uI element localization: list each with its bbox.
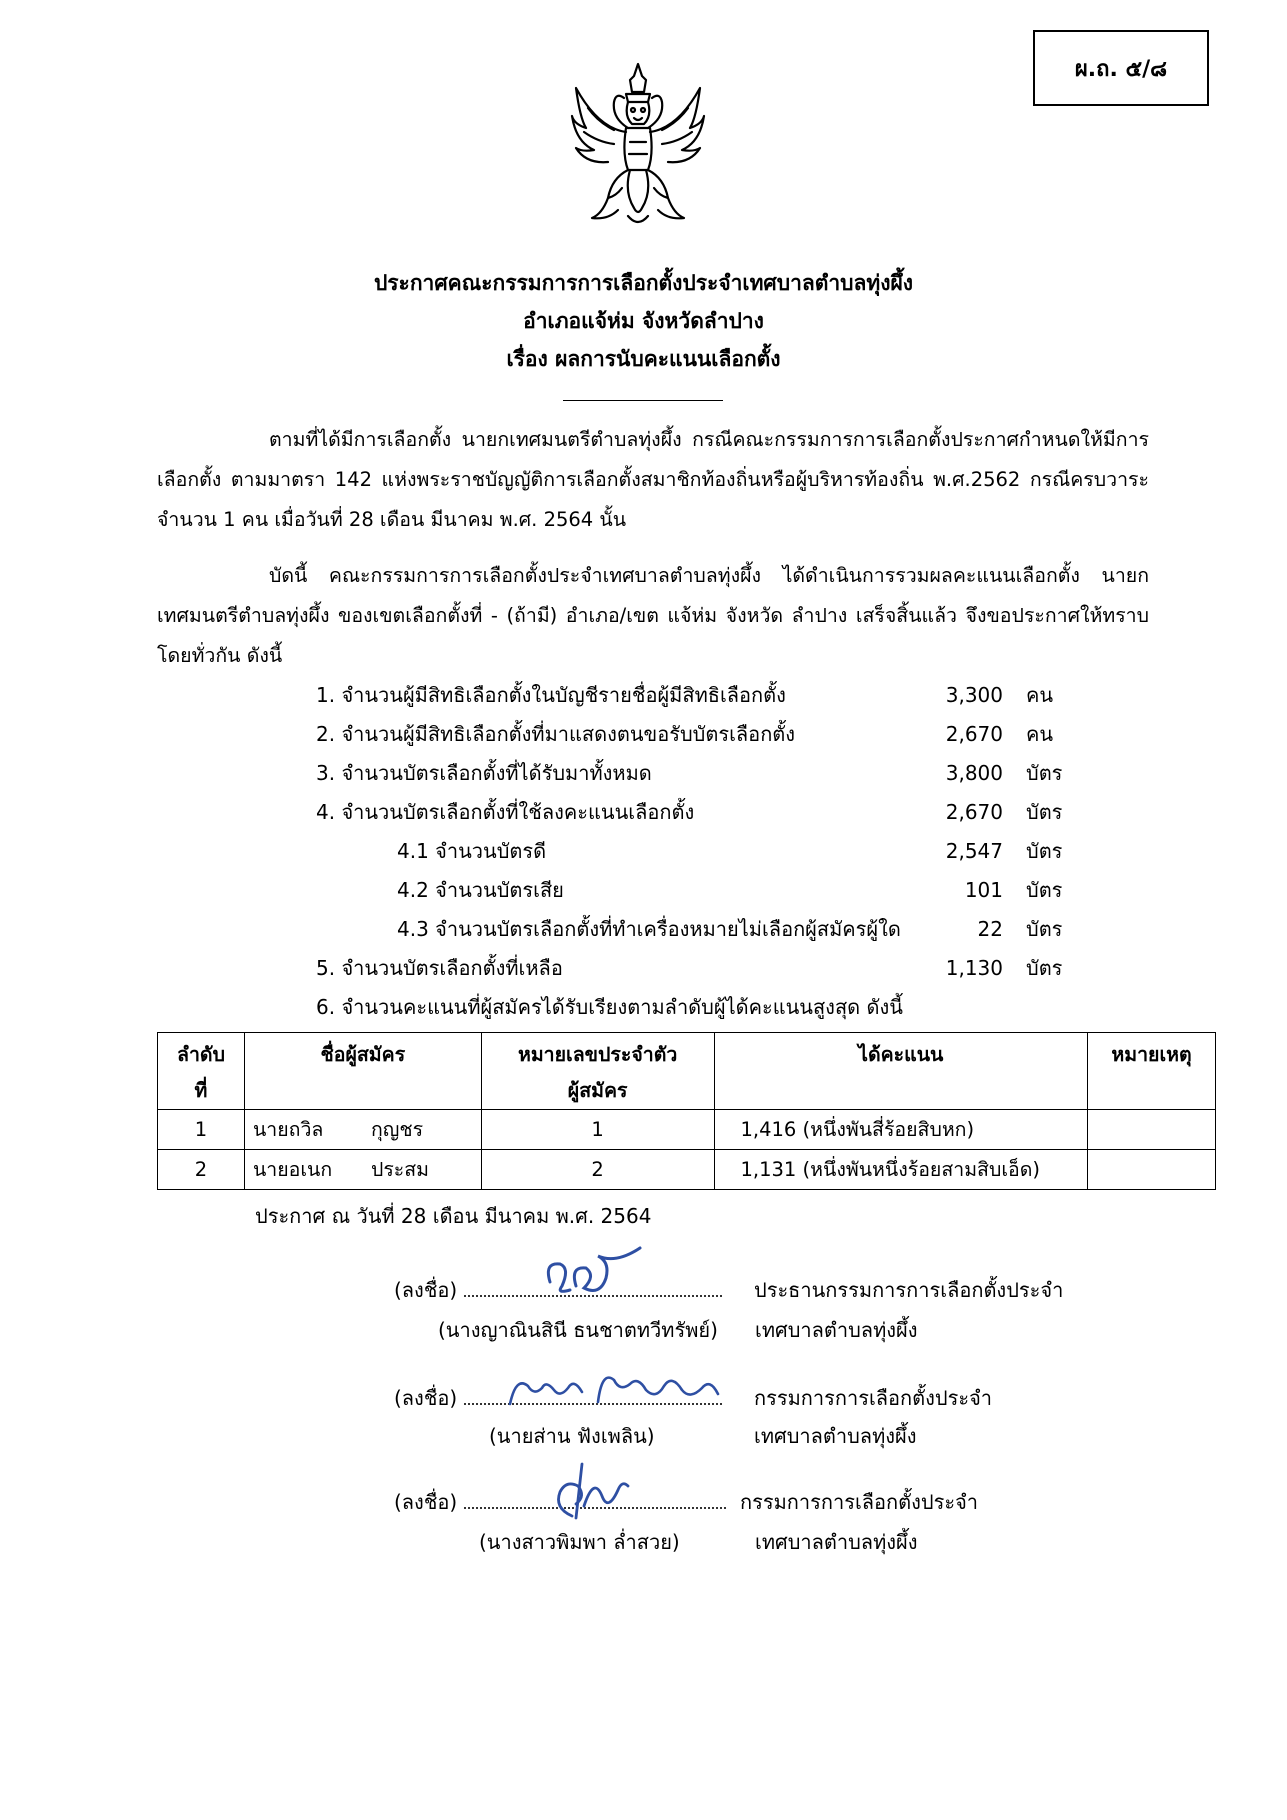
stat-value: 2,670 [945,722,1003,746]
signature-role-line2: เทศบาลตำบลทุ่งผึ้ง [754,1424,917,1448]
handwritten-signature [548,1456,632,1522]
stat-value: 1,130 [945,956,1003,980]
stat-label: 3. จำนวนบัตรเลือกตั้งที่ได้รับมาทั้งหมด [316,761,652,785]
cell-name [244,1110,481,1150]
stat-label: 4.2 จำนวนบัตรเสีย [397,878,564,902]
candidate-last-name: กุญชร [370,1118,424,1141]
stat-row [0,832,1287,870]
stat-unit: บัตร [1026,956,1063,980]
cell-score: 1,131 (หนึ่งพันหนึ่งร้อยสามสิบเอ็ด) [714,1150,1088,1190]
column-header-score: ได้คะแนน [714,1033,1088,1110]
candidate-last-name: ประสม [370,1158,430,1181]
candidate-first-name: นายอเนก [252,1158,333,1181]
stat-row [0,871,1287,909]
stat-value: 2,670 [945,800,1003,824]
cell-name [244,1150,481,1190]
header-line-3: เรื่อง ผลการนับคะแนนเลือกตั้ง [506,347,781,371]
stat-value: 22 [977,917,1003,941]
stat-row [0,676,1287,714]
paragraph-result-text: บัดนี้ คณะกรรมการการเลือกตั้งประจำเทศบาลตำบลทุ่งผึ้ง ได้ดำเนินการรวมผลคะแนนเลือกตั้ง นายกเทศมนตรีตำบลทุ่งผึ้ง ของเขตเลือกตั้งที่ - (ถ้ามี) อำเภอ/เขต แจ้ห่ม จังหวัด ลำปาง เสร็จสิ้นแล้ว จึงขอประกาศให้ทราบโดยทั่วกัน ดังนี้ [157,564,1149,667]
stat-label: 6. จำนวนคะแนนที่ผู้สมัครได้รับเรียงตามลำดับผู้ได้คะแนนสูงสุด ดังนี้ [316,995,903,1019]
form-code-box [1033,30,1209,106]
cell-note [1088,1150,1216,1190]
column-header-order-line1: ลำดับ [177,1043,225,1066]
stat-label: 5. จำนวนบัตรเลือกตั้งที่เหลือ [316,956,563,980]
table-row [158,1110,1216,1150]
paragraph-result [157,556,1149,676]
signatory-name: (นางสาวพิมพา ล่ำสวย) [479,1530,680,1554]
cell-note [1088,1110,1216,1150]
header-line-2: อำเภอแจ้ห่ม จังหวัดลำปาง [523,309,764,333]
stat-row [0,910,1287,948]
cell-number: 2 [481,1150,714,1190]
stat-label: 2. จำนวนผู้มีสิทธิเลือกตั้งที่มาแสดงตนขอรับบัตรเลือกตั้ง [316,722,796,746]
stat-unit: คน [1026,722,1054,746]
signature-label: (ลงชื่อ) [394,1386,458,1410]
stat-value: 101 [964,878,1003,902]
stat-row [0,988,1287,1026]
column-header-order [158,1033,245,1110]
announce-date: ประกาศ ณ วันที่ 28 เดือน มีนาคม พ.ศ. 2564 [255,1204,652,1228]
stat-unit: บัตร [1026,761,1063,785]
table-row [158,1150,1216,1190]
stat-unit: คน [1026,683,1054,707]
cell-number: 1 [481,1110,714,1150]
paragraph-intro [157,420,1149,540]
stat-label: 4.3 จำนวนบัตรเลือกตั้งที่ทำเครื่องหมายไม่เลือกผู้สมัครผู้ใด [397,917,901,941]
garuda-emblem [568,58,708,230]
signature-role-line2: เทศบาลตำบลทุ่งผึ้ง [755,1530,918,1554]
stat-label: 1. จำนวนผู้มีสิทธิเลือกตั้งในบัญชีรายชื่อผู้มีสิทธิเลือกตั้ง [316,683,786,707]
stat-unit: บัตร [1026,917,1063,941]
column-header-name: ชื่อผู้สมัคร [244,1033,481,1110]
cell-order: 2 [158,1150,245,1190]
stat-row [0,949,1287,987]
signature-label: (ลงชื่อ) [394,1278,458,1302]
handwritten-signature [506,1366,726,1410]
stat-row [0,793,1287,831]
stat-value: 3,300 [945,683,1003,707]
stat-unit: บัตร [1026,800,1063,824]
stat-unit: บัตร [1026,839,1063,863]
stat-value: 3,800 [945,761,1003,785]
signatory-name: (นางญาณินสินี ธนชาตทวีทรัพย์) [438,1318,718,1342]
handwritten-signature [540,1242,650,1304]
stat-label: 4. จำนวนบัตรเลือกตั้งที่ใช้ลงคะแนนเลือกตั้ง [316,800,695,824]
column-header-number-line1: หมายเลขประจำตัว [517,1043,678,1066]
signature-role-line2: เทศบาลตำบลทุ่งผึ้ง [755,1318,918,1342]
signature-role-line1: กรรมการการเลือกตั้งประจำ [754,1386,993,1410]
header-line-1: ประกาศคณะกรรมการการเลือกตั้งประจำเทศบาลตำบลทุ่งผึ้ง [373,271,914,295]
header-divider [563,400,723,401]
stat-label: 4.1 จำนวนบัตรดี [397,839,547,863]
column-header-note: หมายเหตุ [1088,1033,1216,1110]
signature-role-line1: กรรมการการเลือกตั้งประจำ [740,1490,979,1514]
candidate-results-table [157,1032,1216,1190]
signatory-name: (นายส่าน ฟังเพลิน) [489,1424,655,1448]
column-header-number [481,1033,714,1110]
cell-score: 1,416 (หนึ่งพันสี่ร้อยสิบหก) [714,1110,1088,1150]
signature-role-line1: ประธานกรรมการการเลือกตั้งประจำ [754,1278,1064,1302]
stat-unit: บัตร [1026,878,1063,902]
paragraph-intro-text: ตามที่ได้มีการเลือกตั้ง นายกเทศมนตรีตำบลทุ่งผึ้ง กรณีคณะกรรมการการเลือกตั้งประกาศกำหนดให้มีการเลือกตั้ง ตามมาตรา 142 แห่งพระราชบัญญัติการเลือกตั้งสมาชิกท้องถิ่นหรือผู้บริหารท้องถิ่น พ.ศ.2562 กรณีครบวาระ จำนวน 1 คน เมื่อวันที่ 28 เดือน มีนาคม พ.ศ. 2564 นั้น [157,428,1149,531]
stat-value: 2,547 [945,839,1003,863]
column-header-number-line2: ผู้สมัคร [567,1079,628,1102]
table-header-row [158,1033,1216,1110]
candidate-first-name: นายถวิล [252,1118,324,1141]
signature-label: (ลงชื่อ) [394,1490,458,1514]
stat-row [0,754,1287,792]
column-header-order-line2: ที่ [194,1079,208,1102]
form-code: ผ.ถ. ๕/๘ [1074,56,1168,82]
cell-order: 1 [158,1110,245,1150]
stat-row [0,715,1287,753]
